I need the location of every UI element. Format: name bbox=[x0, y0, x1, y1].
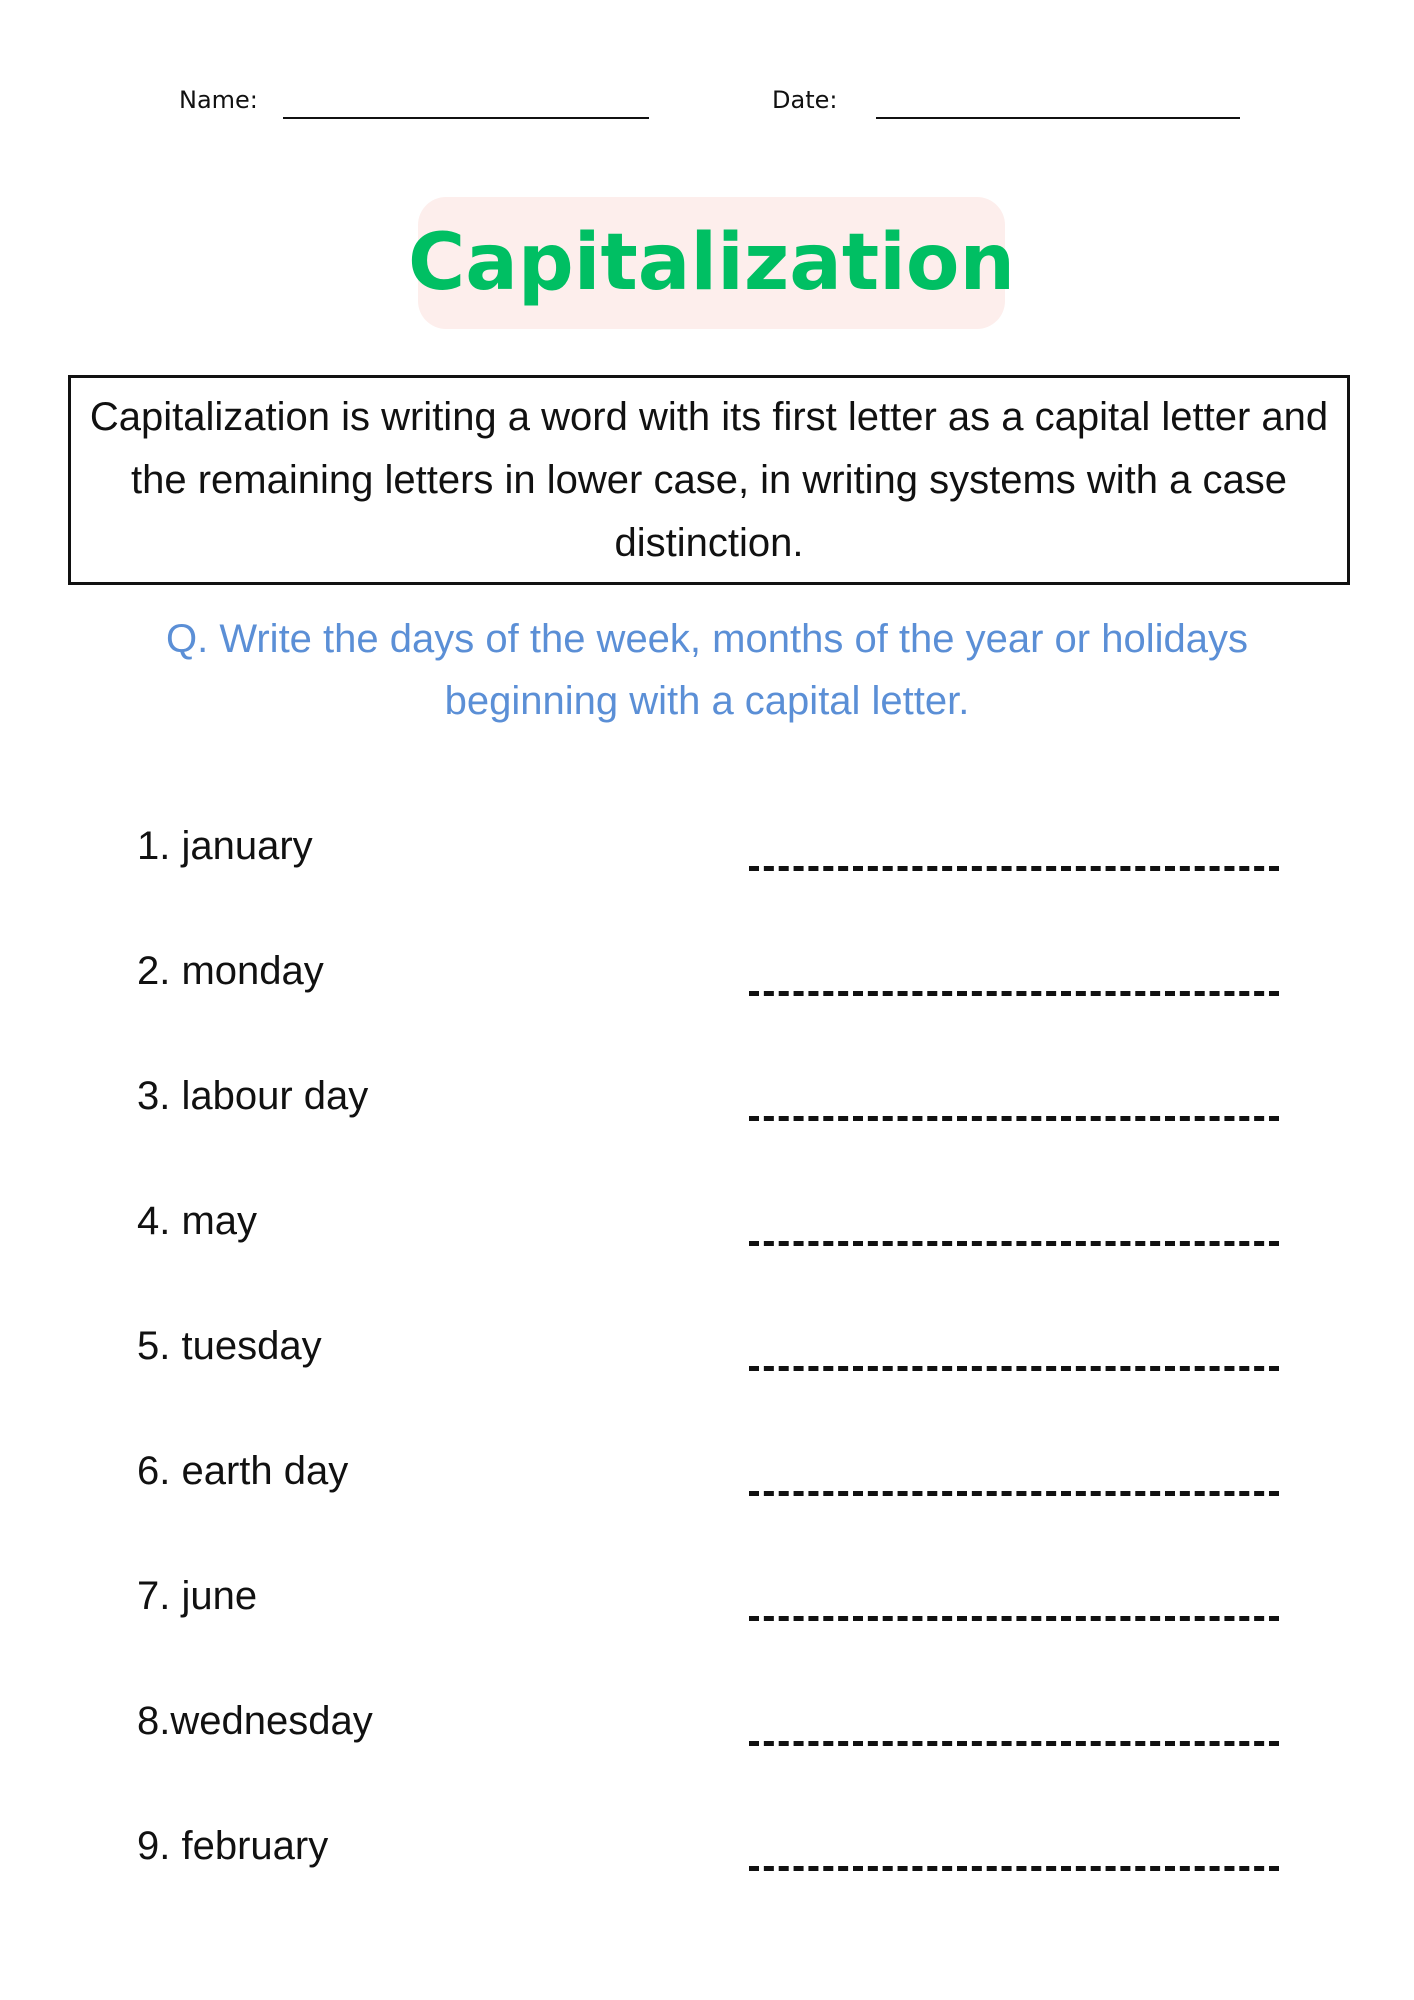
answer-blank[interactable] bbox=[749, 1866, 1279, 1871]
exercise-item bbox=[137, 1449, 1287, 1509]
answer-blank[interactable] bbox=[749, 1491, 1279, 1496]
exercise-item bbox=[137, 1324, 1287, 1384]
date-label: Date: bbox=[772, 86, 838, 114]
date-field[interactable] bbox=[876, 117, 1240, 119]
title-banner bbox=[408, 197, 1016, 329]
name-label: Name: bbox=[179, 86, 258, 114]
exercise-item bbox=[137, 1074, 1287, 1134]
exercise-item bbox=[137, 1824, 1287, 1884]
definition-text: Capitalization is writing a word with its first letter as a capital letter and the remaining letters in lower case, in writing systems with a case distinction. bbox=[89, 394, 1329, 565]
answer-blank[interactable] bbox=[749, 991, 1279, 996]
answer-blank[interactable] bbox=[749, 866, 1279, 871]
exercise-item bbox=[137, 824, 1287, 884]
definition-box bbox=[68, 375, 1350, 585]
item-prompt: 1. january bbox=[137, 824, 313, 868]
exercise-item bbox=[137, 1699, 1287, 1759]
answer-blank[interactable] bbox=[749, 1741, 1279, 1746]
name-field[interactable] bbox=[283, 117, 649, 119]
item-prompt: 8.wednesday bbox=[137, 1699, 373, 1743]
answer-blank[interactable] bbox=[749, 1241, 1279, 1246]
item-prompt: 5. tuesday bbox=[137, 1324, 322, 1368]
exercise-item bbox=[137, 1574, 1287, 1634]
item-prompt: 2. monday bbox=[137, 949, 324, 993]
exercise-item bbox=[137, 1199, 1287, 1259]
item-prompt: 6. earth day bbox=[137, 1449, 349, 1493]
answer-blank[interactable] bbox=[749, 1616, 1279, 1621]
item-prompt: 9. february bbox=[137, 1824, 329, 1868]
answer-blank[interactable] bbox=[749, 1366, 1279, 1371]
answer-blank[interactable] bbox=[749, 1116, 1279, 1121]
question-prompt: Q. Write the days of the week, months of the year or holidays beginning with a capital letter. bbox=[165, 617, 1248, 723]
item-prompt: 4. may bbox=[137, 1199, 258, 1243]
page-title: Capitalization bbox=[408, 218, 1016, 308]
exercise-item bbox=[137, 949, 1287, 1009]
item-prompt: 3. labour day bbox=[137, 1074, 369, 1118]
item-prompt: 7. june bbox=[137, 1574, 258, 1618]
